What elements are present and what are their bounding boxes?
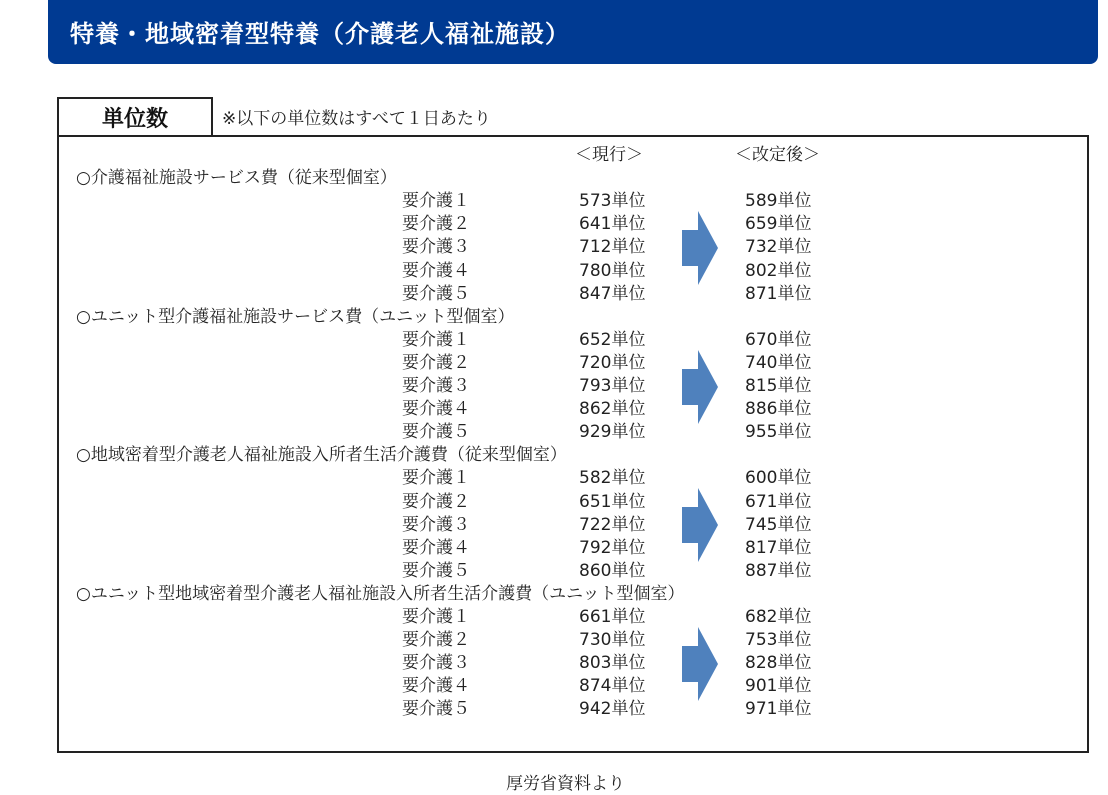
care-level-label: 要介護５ xyxy=(402,283,470,304)
current-units-value: 720単位 xyxy=(579,352,646,373)
care-level-label: 要介護１ xyxy=(402,191,470,212)
section-title: ○ユニット型介護福祉施設サービス費（ユニット型個室） xyxy=(76,306,515,327)
current-units-value: 874単位 xyxy=(579,676,646,697)
right-arrow-icon xyxy=(682,211,718,285)
revised-units-value: 886単位 xyxy=(745,399,812,420)
revised-units-value: 659単位 xyxy=(745,214,812,235)
revised-units-value: 828単位 xyxy=(745,653,812,674)
care-level-label: 要介護５ xyxy=(402,699,470,720)
revised-units-value: 670単位 xyxy=(745,329,812,350)
current-units-value: 929単位 xyxy=(579,422,646,443)
revised-units-value: 671単位 xyxy=(745,491,812,512)
revised-units-value: 682単位 xyxy=(745,607,812,627)
units-label-box xyxy=(57,97,213,135)
care-level-label: 要介護３ xyxy=(402,653,470,674)
care-level-label: 要介護４ xyxy=(402,260,470,281)
revised-units-value: 589単位 xyxy=(745,191,812,212)
section-title: ○地域密着型介護老人福祉施設入所者生活介護費（従来型個室） xyxy=(76,445,567,466)
care-level-label: 要介護５ xyxy=(402,422,470,443)
revised-units-value: 815単位 xyxy=(745,376,812,396)
care-level-label: 要介護２ xyxy=(402,352,470,373)
care-level-label: 要介護４ xyxy=(402,399,470,420)
revised-units-value: 745単位 xyxy=(745,514,812,535)
section-title: ○ユニット型地域密着型介護老人福祉施設入所者生活介護費（ユニット型個室） xyxy=(76,583,685,604)
source-note: 厚労省資料より xyxy=(506,774,625,794)
care-level-label: 要介護３ xyxy=(402,376,470,396)
revised-units-value: 732単位 xyxy=(745,237,812,258)
revised-units-value: 600単位 xyxy=(745,468,812,489)
current-units-value: 803単位 xyxy=(579,653,646,674)
current-units-value: 942単位 xyxy=(579,699,646,720)
current-units-value: 793単位 xyxy=(579,376,646,396)
revised-units-value: 871単位 xyxy=(745,283,812,304)
current-units-value: 652単位 xyxy=(579,329,646,350)
revised-units-value: 887単位 xyxy=(745,560,812,581)
right-arrow-icon xyxy=(682,627,718,701)
right-arrow-icon xyxy=(682,350,718,424)
care-level-label: 要介護２ xyxy=(402,214,470,235)
section-title: ○介護福祉施設サービス費（従来型個室） xyxy=(76,168,397,189)
current-units-value: 712単位 xyxy=(579,237,646,258)
care-level-label: 要介護２ xyxy=(402,491,470,512)
revised-units-value: 955単位 xyxy=(745,422,812,443)
column-header-current: ＜現行＞ xyxy=(575,145,643,165)
current-units-value: 661単位 xyxy=(579,607,646,627)
current-units-value: 862単位 xyxy=(579,399,646,420)
revised-units-value: 753単位 xyxy=(745,630,812,651)
care-level-label: 要介護１ xyxy=(402,329,470,350)
current-units-value: 730単位 xyxy=(579,630,646,651)
current-units-value: 582単位 xyxy=(579,468,646,489)
current-units-value: 641単位 xyxy=(579,214,646,235)
care-level-label: 要介護４ xyxy=(402,537,470,558)
current-units-value: 651単位 xyxy=(579,491,646,512)
right-arrow-icon xyxy=(682,488,718,562)
current-units-value: 792単位 xyxy=(579,537,646,558)
units-note: ※以下の単位数はすべて１日あたり xyxy=(222,109,491,129)
current-units-value: 780単位 xyxy=(579,260,646,281)
revised-units-value: 971単位 xyxy=(745,699,812,720)
care-level-label: 要介護１ xyxy=(402,607,470,627)
care-level-label: 要介護３ xyxy=(402,237,470,258)
current-units-value: 722単位 xyxy=(579,514,646,535)
care-level-label: 要介護１ xyxy=(402,468,470,489)
revised-units-value: 817単位 xyxy=(745,537,812,558)
units-label: 単位数 xyxy=(101,107,168,132)
current-units-value: 860単位 xyxy=(579,560,646,581)
care-level-label: 要介護４ xyxy=(402,676,470,697)
care-level-label: 要介護３ xyxy=(402,514,470,535)
page-title: 特養・地域密着型特養（介護老人福祉施設） xyxy=(70,20,570,48)
care-level-label: 要介護２ xyxy=(402,630,470,651)
revised-units-value: 802単位 xyxy=(745,260,812,281)
care-level-label: 要介護５ xyxy=(402,560,470,581)
current-units-value: 573単位 xyxy=(579,191,646,212)
header-bar xyxy=(48,0,1098,64)
revised-units-value: 740単位 xyxy=(745,352,812,373)
current-units-value: 847単位 xyxy=(579,283,646,304)
column-header-revised: ＜改定後＞ xyxy=(735,145,820,165)
revised-units-value: 901単位 xyxy=(745,676,812,697)
